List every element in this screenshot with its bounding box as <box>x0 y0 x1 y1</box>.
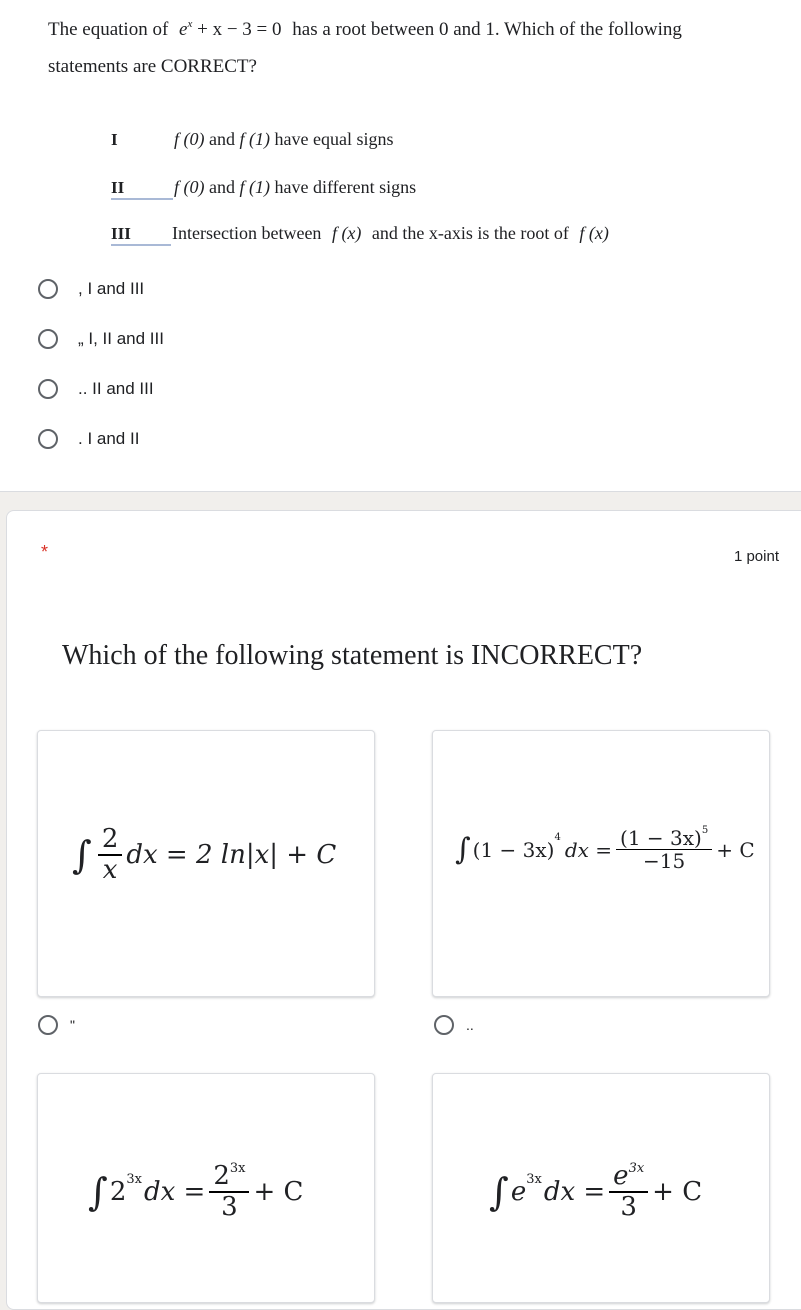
q1-prefix: The equation of <box>48 19 169 40</box>
statement-3-label: III <box>111 224 171 246</box>
formula-3: ∫ 2 3x dx = $\frac{2^{3x}}{3}$ + C <box>88 1161 304 1222</box>
q1-option-2[interactable] <box>38 326 164 352</box>
radio-button[interactable] <box>38 379 58 399</box>
q2-option-1[interactable] <box>38 1015 75 1035</box>
choice-image-2[interactable] <box>432 730 770 997</box>
question-1-line-2: statements are CORRECT? <box>48 56 257 77</box>
q1-suffix: has a root between 0 and 1. Which of the following <box>292 19 682 40</box>
formula-4: ∫ e 3x dx = $\frac{e^{3x}}{3}$ + C <box>489 1161 703 1222</box>
formula-1: ∫ $\frac{2}{x}$ dx = 2 ln|x| + C <box>72 824 337 885</box>
radio-button[interactable] <box>38 329 58 349</box>
q1-option-4[interactable] <box>38 426 139 452</box>
required-asterisk: * <box>41 542 49 562</box>
q1-option-4-label: . I and II <box>78 429 140 448</box>
q1-option-2-label: „ I, II and III <box>78 329 164 348</box>
question-2-title: Which of the following statement is INCORRECT? <box>62 640 643 671</box>
statement-2-label: II <box>111 178 173 200</box>
statement-1-text: f (0) and f (1) have equal signs <box>174 129 394 149</box>
q1-option-3[interactable] <box>38 376 154 402</box>
radio-button[interactable] <box>434 1015 454 1035</box>
radio-button[interactable] <box>38 279 58 299</box>
statement-3-text: Intersection between f (x) and the x-axis is the root of f (x) <box>172 223 609 243</box>
statement-1-label: I <box>111 130 118 149</box>
choice-image-1[interactable] <box>37 730 375 997</box>
statement-2-text: f (0) and f (1) have different signs <box>174 177 417 197</box>
points-label: 1 point <box>733 548 779 565</box>
q2-option-2-label: .. <box>466 1017 474 1033</box>
radio-button[interactable] <box>38 429 58 449</box>
q1-option-1-label: , I and III <box>78 279 145 298</box>
formula-2: ∫ (1 − 3x) 4 dx = $\frac{(1 - 3x)^5}{-15}$ + C <box>455 825 755 873</box>
q1-option-3-label: .. II and III <box>78 379 154 398</box>
q1-option-1[interactable] <box>38 276 144 302</box>
q2-option-2[interactable] <box>434 1015 474 1035</box>
question-1-line-1 <box>48 20 682 39</box>
choice-image-3[interactable] <box>37 1073 375 1303</box>
q1-equation: $e^x + x - 3 = 0$ <box>179 18 282 40</box>
choice-image-4[interactable] <box>432 1073 770 1303</box>
radio-button[interactable] <box>38 1015 58 1035</box>
q2-option-1-label: " <box>70 1017 75 1033</box>
